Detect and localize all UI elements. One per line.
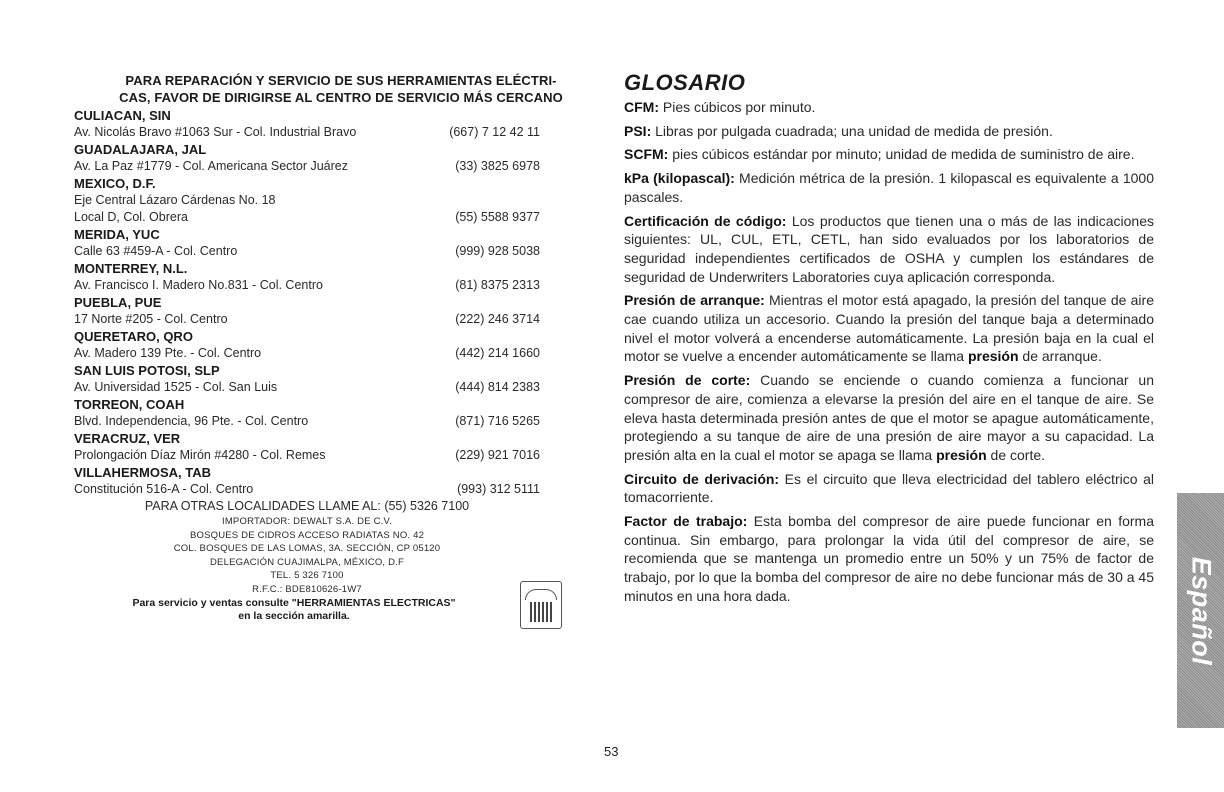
center-phone: (229) 921 7016 xyxy=(455,448,540,462)
glossary-entry xyxy=(624,122,1154,141)
center-phone: (55) 5588 9377 xyxy=(455,210,540,224)
footer-note xyxy=(74,597,514,623)
service-heading xyxy=(74,72,608,106)
center-address: Constitución 516-A - Col. Centro xyxy=(74,482,254,496)
glossary-bold-word: presión xyxy=(967,348,1019,365)
importer-line: BOSQUES DE CIDROS ACCESO RADIATAS NO. 42 xyxy=(189,529,425,541)
city-name: SAN LUIS POTOSI, SLP xyxy=(74,363,220,378)
yellow-pages-logo xyxy=(520,581,562,629)
language-tab-label: Español xyxy=(1186,556,1216,665)
service-centers-section xyxy=(74,72,608,623)
city-name: PUEBLA, PUE xyxy=(74,295,162,310)
importer-line: COL. BOSQUES DE LAS LOMAS, 3A. SECCIÓN, CP 05120 xyxy=(173,543,441,554)
importer-line: DELEGACIÓN CUAJIMALPA, MÉXICO, D.F xyxy=(209,556,405,568)
glossary-term: Presión de arranque: xyxy=(624,292,765,309)
glossary-definition: Libras por pulgada cuadrada; una unidad de medida de presión. xyxy=(651,122,1053,139)
glossary-definition-tail: de corte. xyxy=(986,446,1046,463)
center-row xyxy=(74,345,540,362)
glossary-term: Factor de trabajo: xyxy=(624,513,748,530)
glossary-entry xyxy=(624,512,1154,606)
city-name: TORREON, COAH xyxy=(74,397,185,412)
center-phone: (871) 716 5265 xyxy=(455,414,540,428)
city-name: QUERETARO, QRO xyxy=(74,329,193,344)
center-address: Av. Francisco I. Madero No.831 - Col. Centro xyxy=(74,278,323,292)
city-name: CULIACAN, SIN xyxy=(74,108,171,123)
yellow-pages-footer xyxy=(74,597,574,623)
service-heading-line1: PARA REPARACIÓN Y SERVICIO DE SUS HERRAMIENTAS ELÉCTRI- xyxy=(125,73,557,88)
center-address: Blvd. Independencia, 96 Pte. - Col. Centro xyxy=(74,414,309,428)
glossary-definition: Es el circuito que lleva electricidad del tablero eléctrico al tomacorriente. xyxy=(624,470,1154,506)
center-row xyxy=(74,379,540,396)
center-phone: (993) 312 5111 xyxy=(457,482,540,496)
center-row xyxy=(74,124,540,141)
center-phone: (81) 8375 2313 xyxy=(455,278,540,292)
center-address: Av. Nicolás Bravo #1063 Sur - Col. Industrial Bravo xyxy=(74,125,357,139)
glossary-term: SCFM: xyxy=(624,146,669,163)
footer-note-line2: en la sección amarilla. xyxy=(238,610,350,622)
center-phone: (442) 214 1660 xyxy=(455,346,540,360)
glossary-entry xyxy=(624,169,1154,206)
center-row xyxy=(74,311,540,328)
other-localities-line: PARA OTRAS LOCALIDADES LLAME AL: (55) 5326 7100 xyxy=(144,499,470,513)
glossary-entry xyxy=(624,212,1154,287)
glossary-definition: Mientras el motor está apagado, la presión del tanque de aire cae cuando utiliza un accesorio. Cuando la presión del tanque baja a determinado nivel el motor volverá a encenderse automáticamente. La presión baja en la cual el motor se vuelve a encender automáticamente se llama xyxy=(624,292,1154,365)
importer-line: IMPORTADOR: DEWALT S.A. DE C.V. xyxy=(221,516,393,527)
glossary-definition-tail: de arranque. xyxy=(1018,348,1102,365)
glossary-definition: Los productos que tienen una o más de las indicaciones siguientes: UL, CUL, ETL, CETL, han sido evaluados por los laboratorios de seguridad independientes certificados de OSHA y cumplen los estándares de seguridad de Underwriters Laboratories cuya aplicación corresponda. xyxy=(624,212,1154,285)
center-row xyxy=(74,481,540,498)
footer-note-line1: Para servicio y ventas consulte "HERRAMIENTAS ELECTRICAS" xyxy=(132,597,456,609)
importer-info xyxy=(74,515,540,596)
glossary-entry xyxy=(624,291,1154,366)
center-phone: (444) 814 2383 xyxy=(455,380,540,394)
center-phone: (222) 246 3714 xyxy=(455,312,540,326)
glossary-entry xyxy=(624,98,1154,117)
city-name: VILLAHERMOSA, TAB xyxy=(74,465,211,480)
service-center-list xyxy=(74,107,608,498)
city-name: MONTERREY, N.L. xyxy=(74,261,188,276)
service-heading-line2: CAS, FAVOR DE DIRIGIRSE AL CENTRO DE SERVICIO MÁS CERCANO xyxy=(119,90,563,105)
center-phone: (667) 7 12 42 11 xyxy=(449,125,540,139)
city-name: VERACRUZ, VER xyxy=(74,431,181,446)
center-address: Prolongación Díaz Mirón #4280 - Col. Remes xyxy=(74,448,326,462)
glossary-definition: Medición métrica de la presión. 1 kilopascal es equivalente a 1000 pascales. xyxy=(624,170,1155,205)
city-name: MERIDA, YUC xyxy=(74,227,160,242)
importer-line: TEL. 5 326 7100 xyxy=(270,570,344,581)
glossary-definition: Pies cúbicos por minuto. xyxy=(659,99,816,115)
city-name: GUADALAJARA, JAL xyxy=(74,142,207,157)
center-row xyxy=(74,209,540,226)
center-address: 17 Norte #205 - Col. Centro xyxy=(74,312,228,326)
center-row xyxy=(74,243,540,260)
glossary-term: CFM: xyxy=(624,99,659,115)
center-address: Calle 63 #459-A - Col. Centro xyxy=(74,244,238,258)
center-address-pre: Eje Central Lázaro Cárdenas No. 18 xyxy=(74,193,276,207)
glossary-definition: pies cúbicos estándar por minuto; unidad de medida de suministro de aire. xyxy=(668,146,1135,163)
center-row xyxy=(74,277,540,294)
glossary-entry xyxy=(624,371,1154,465)
center-phone: (33) 3825 6978 xyxy=(455,159,540,173)
center-address: Local D, Col. Obrera xyxy=(74,210,188,224)
glossary-term: Circuito de derivación: xyxy=(624,470,780,487)
logo-bars xyxy=(530,602,552,622)
page-number: 53 xyxy=(604,744,619,759)
center-address: Av. Universidad 1525 - Col. San Luis xyxy=(74,380,278,394)
city-name: MEXICO, D.F. xyxy=(74,176,156,191)
glossary-definition: Cuando se enciende o cuando comienza a funcionar un compresor de aire, comienza a elevarse la presión del aire en el tanque de aire. Se eleva hasta determinada presión antes de que el motor se apague automáticamente, protegiendo a su tanque de aire de una presión de aire mayor a su capacidad. La presión alta en la cual el motor se apaga se llama xyxy=(624,372,1155,463)
language-tab xyxy=(1177,493,1224,728)
importer-line: R.F.C.: BDE810626-1W7 xyxy=(252,583,362,595)
center-row xyxy=(74,413,540,430)
glossary-title: GLOSARIO xyxy=(624,70,746,95)
center-row xyxy=(74,158,540,175)
glossary-term: Certificación de código: xyxy=(624,212,787,229)
center-phone: (999) 928 5038 xyxy=(455,244,540,258)
center-address: Av. Madero 139 Pte. - Col. Centro xyxy=(74,346,262,360)
glossary-section xyxy=(624,70,1154,611)
glossary-entry xyxy=(624,145,1154,164)
center-address: Av. La Paz #1779 - Col. Americana Sector Juárez xyxy=(74,159,348,173)
glossary-definition: Esta bomba del compresor de aire puede funcionar en forma continua. Sin embargo, para prolongar la vida útil del compresor de aire, se recomienda que se mantenga un promedio entre un 50% y un 75% de factor de trabajo, por lo que la bomba del compresor de aire no debe funcionar más de 30 a 45 minutos en una hora dada. xyxy=(624,513,1155,604)
glossary-entry xyxy=(624,470,1154,507)
glossary-term: PSI: xyxy=(624,122,652,139)
glossary-term: Presión de corte: xyxy=(624,372,751,389)
logo-arch xyxy=(525,589,557,600)
glossary-bold-word: presión xyxy=(936,446,987,463)
glossary-term: kPa (kilopascal): xyxy=(624,170,735,187)
center-row xyxy=(74,447,540,464)
